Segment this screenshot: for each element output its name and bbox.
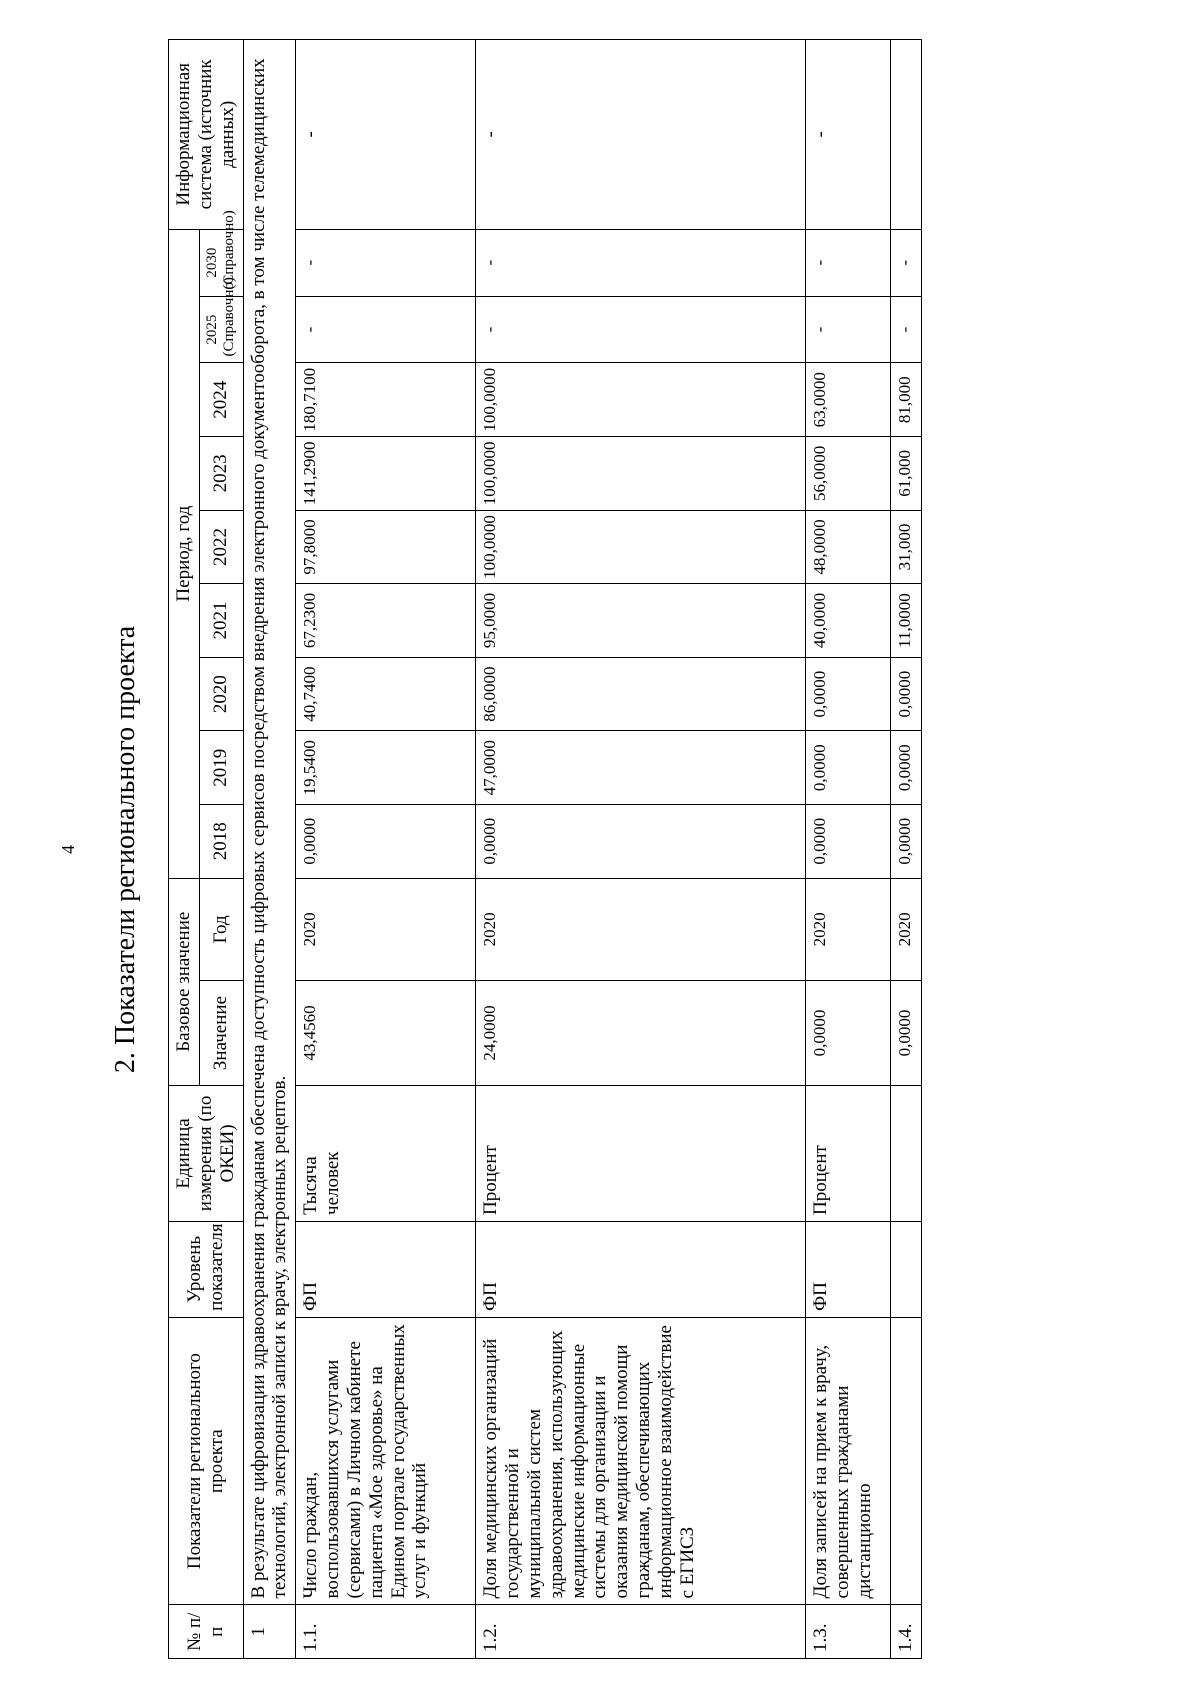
row-level: ФП <box>476 1221 806 1317</box>
section-text: В результате цифровизации здравоохранения гражданам обеспечена доступность цифровых сервисов посредством внедрения электронного документооборота, в том числе телемедицинских технологий, электронной записи к врачу, электронных рецептов. <box>243 40 296 1605</box>
header-year-2030: 2030 (Справочно) <box>199 229 243 296</box>
row-base-value: 24,0000 <box>476 981 806 1086</box>
row-value-2022: 97,8000 <box>296 510 476 584</box>
table-row <box>296 40 476 1659</box>
row-no: 1.1. <box>296 1605 476 1659</box>
header-info-system: Информационная система (источник данных) <box>169 40 244 230</box>
row-value-2025: - <box>891 296 922 363</box>
row-value-2020: 0,0000 <box>891 657 922 731</box>
header-base: Базовое значение <box>169 878 200 1085</box>
row-value-2030: - <box>891 229 922 296</box>
table-row <box>891 40 922 1659</box>
row-value-2024: 100,0000 <box>476 363 806 437</box>
section-row <box>243 40 296 1659</box>
row-indicator-name: Доля медицинских организаций государственной и муниципальной систем здравоохранения, использующих медицинские информационные системы для организации и оказания медицинской помощи гражданам, обеспечивающих информационное взаимодействие с ЕГИСЗ <box>476 1317 806 1605</box>
row-value-2018: 0,0000 <box>806 804 891 878</box>
row-value-2023: 56,0000 <box>806 437 891 511</box>
header-row-1 <box>169 40 200 1659</box>
table-row <box>806 40 891 1659</box>
row-value-2030: - <box>806 229 891 296</box>
header-level: Уровень показателя <box>169 1221 244 1317</box>
row-indicator-name <box>891 1317 922 1605</box>
header-base-year: Год <box>199 878 243 981</box>
header-year: 2024 <box>199 363 243 437</box>
row-info-system <box>891 40 922 230</box>
row-value-2030: - <box>476 229 806 296</box>
row-indicator-name: Доля записей на прием к врачу, совершенных гражданами дистанционно <box>806 1317 891 1605</box>
row-value-2020: 0,0000 <box>806 657 891 731</box>
row-value-2021: 67,2300 <box>296 584 476 658</box>
header-unit: Единица измерения (по ОКЕИ) <box>169 1085 244 1221</box>
row-info-system: - <box>806 40 891 230</box>
row-value-2024: 81,000 <box>891 363 922 437</box>
row-value-2022: 48,0000 <box>806 510 891 584</box>
table-row <box>476 40 806 1659</box>
row-base-year: 2020 <box>806 878 891 981</box>
row-value-2021: 11,0000 <box>891 584 922 658</box>
row-info-system: - <box>296 40 476 230</box>
page-number: 4 <box>58 845 78 854</box>
row-value-2025: - <box>296 296 476 363</box>
row-base-year: 2020 <box>891 878 922 981</box>
header-year: 2020 <box>199 657 243 731</box>
row-level: ФП <box>296 1221 476 1317</box>
row-base-value: 0,0000 <box>891 981 922 1086</box>
header-year: 2023 <box>199 437 243 511</box>
row-unit: Процент <box>476 1085 806 1221</box>
header-year: 2021 <box>199 584 243 658</box>
row-level: ФП <box>806 1221 891 1317</box>
header-period: Период, год <box>169 229 200 878</box>
page-title: 2. Показатели регионального проекта <box>110 625 141 1074</box>
header-year: 2022 <box>199 510 243 584</box>
row-value-2019: 0,0000 <box>891 731 922 805</box>
row-level <box>891 1221 922 1317</box>
row-value-2023: 100,0000 <box>476 437 806 511</box>
row-base-value: 43,4560 <box>296 981 476 1086</box>
row-value-2019: 0,0000 <box>806 731 891 805</box>
row-value-2023: 141,2900 <box>296 437 476 511</box>
row-value-2019: 47,0000 <box>476 731 806 805</box>
row-no: 1.3. <box>806 1605 891 1659</box>
row-value-2021: 95,0000 <box>476 584 806 658</box>
row-value-2024: 180,7100 <box>296 363 476 437</box>
section-no: 1 <box>243 1605 296 1659</box>
row-value-2030: - <box>296 229 476 296</box>
row-base-year: 2020 <box>476 878 806 981</box>
row-base-year: 2020 <box>296 878 476 981</box>
row-unit <box>891 1085 922 1221</box>
indicators-table <box>168 39 922 1659</box>
row-info-system: - <box>476 40 806 230</box>
row-base-value: 0,0000 <box>806 981 891 1086</box>
header-year: 2019 <box>199 731 243 805</box>
row-indicator-name: Число граждан, воспользовавшихся услугами (сервисами) в Личном кабинете пациента «Мое здоровье» на Едином портале государственных услуг и функций <box>296 1317 476 1605</box>
row-value-2018: 0,0000 <box>296 804 476 878</box>
row-no: 1.2. <box>476 1605 806 1659</box>
row-value-2018: 0,0000 <box>891 804 922 878</box>
header-indicator: Показатели регионального проекта <box>169 1317 244 1605</box>
row-unit: Процент <box>806 1085 891 1221</box>
row-value-2020: 40,7400 <box>296 657 476 731</box>
row-value-2021: 40,0000 <box>806 584 891 658</box>
row-value-2024: 63,0000 <box>806 363 891 437</box>
row-value-2019: 19,5400 <box>296 731 476 805</box>
header-base-value: Значение <box>199 981 243 1086</box>
row-unit: Тысяча человек <box>296 1085 476 1221</box>
row-value-2025: - <box>806 296 891 363</box>
header-year-2025: 2025 (Справочно) <box>199 296 243 363</box>
header-no: № п/п <box>169 1605 244 1659</box>
row-value-2023: 61,000 <box>891 437 922 511</box>
row-no: 1.4. <box>891 1605 922 1659</box>
row-value-2020: 86,0000 <box>476 657 806 731</box>
row-value-2018: 0,0000 <box>476 804 806 878</box>
row-value-2022: 31,000 <box>891 510 922 584</box>
header-year: 2018 <box>199 804 243 878</box>
row-value-2025: - <box>476 296 806 363</box>
row-value-2022: 100,0000 <box>476 510 806 584</box>
